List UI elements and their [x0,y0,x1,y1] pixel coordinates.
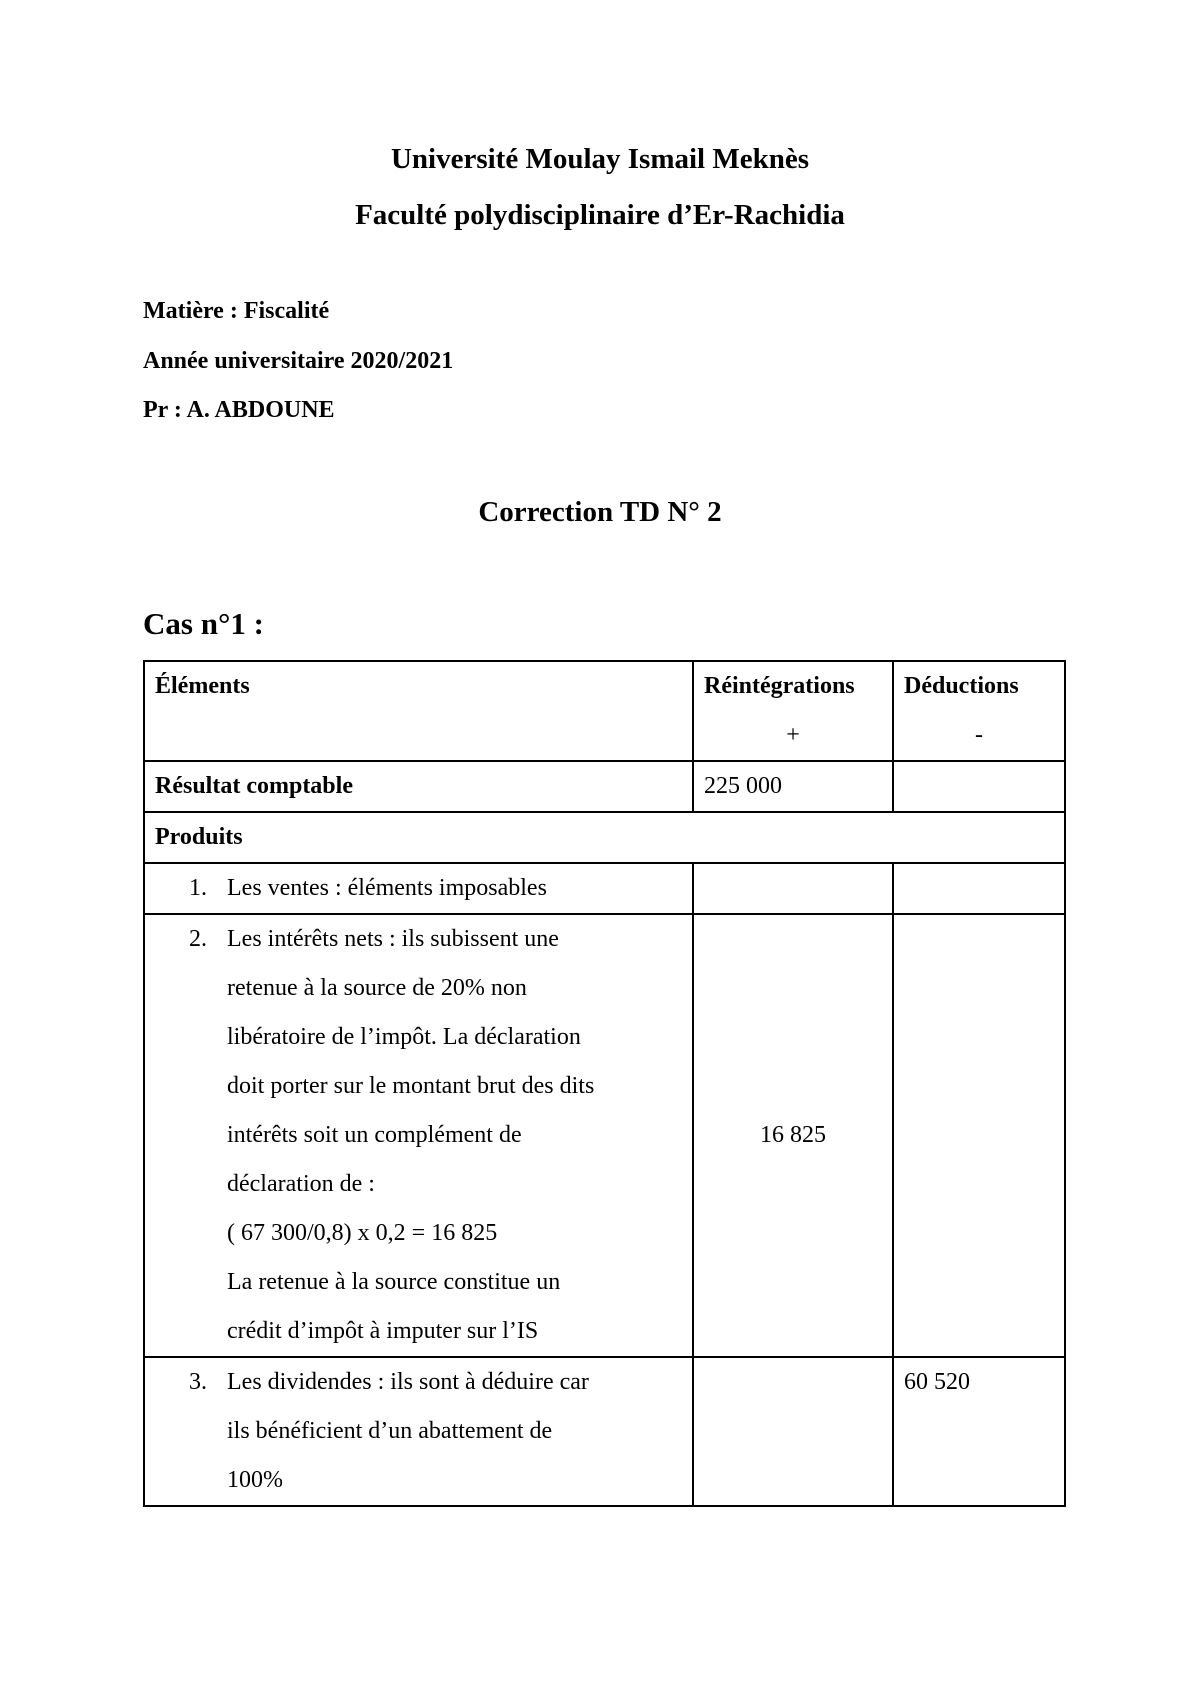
item-2-line: Les intérêts nets : ils subissent une [227,926,559,952]
item-2-line: retenue à la source de 20% non [227,975,527,1001]
item-3-line: ils bénéficient d’un abattement de [227,1418,553,1444]
produits-label: Produits [144,812,1065,863]
item-2-number: 2. [189,926,207,952]
item-3-reintegration [693,1357,893,1506]
header-reintegrations [693,661,893,761]
item-3-description [144,1357,693,1506]
resultat-reintegration: 225 000 [693,761,893,812]
professor-line: Pr : A. ABDOUNE [143,397,335,423]
header-reintegrations-sign: + [786,722,800,748]
case-title: Cas n°1 : [143,606,264,641]
item-2-formula: ( 67 300/0,8) x 0,2 = 16 825 [227,1220,498,1246]
university-name: Université Moulay Ismail Meknès [390,143,810,175]
item-2-reintegration: 16 825 [693,914,893,1357]
header-reintegrations-label: Réintégrations [704,673,855,699]
table-row-resultat [144,761,1065,812]
item-3-number: 3. [189,1369,207,1395]
table-row-item-2 [144,914,1065,1357]
item-2-deduction [893,914,1065,1357]
header-elements [144,661,693,761]
document-title: Correction TD N° 2 [478,496,722,528]
item-1-description [144,863,693,914]
table-row-item-1 [144,863,1065,914]
header-deductions-label: Déductions [904,673,1019,699]
header-deductions [893,661,1065,761]
item-3-line: Les dividendes : ils sont à déduire car [227,1369,589,1395]
faculty-name: Faculté polydisciplinaire d’Er-Rachidia [355,199,845,231]
item-2-line: libératoire de l’impôt. La déclaration [227,1024,581,1050]
resultat-label: Résultat comptable [144,761,693,812]
item-2-line: doit porter sur le montant brut des dits [227,1073,595,1099]
table-row-item-3 [144,1357,1065,1506]
item-2-description [144,914,693,1357]
item-1-reintegration [693,863,893,914]
academic-year-line: Année universitaire 2020/2021 [143,348,454,374]
item-3-deduction: 60 520 [893,1357,1065,1506]
header-deductions-sign: - [975,722,983,748]
item-1-line: Les ventes : éléments imposables [227,875,547,901]
item-2-line: La retenue à la source constitue un [227,1269,561,1295]
table-row-produits [144,812,1065,863]
table-header-row [144,661,1065,761]
subject-line: Matière : Fiscalité [143,298,330,324]
item-2-line: intérêts soit un complément de [227,1122,522,1148]
header-elements-label: Éléments [155,673,250,699]
fiscal-table [143,660,1066,1507]
item-2-line: déclaration de : [227,1171,375,1197]
item-1-deduction [893,863,1065,914]
item-3-line: 100% [227,1467,283,1493]
item-1-number: 1. [189,875,207,901]
item-2-line: crédit d’impôt à imputer sur l’IS [227,1318,539,1344]
resultat-deduction [893,761,1065,812]
